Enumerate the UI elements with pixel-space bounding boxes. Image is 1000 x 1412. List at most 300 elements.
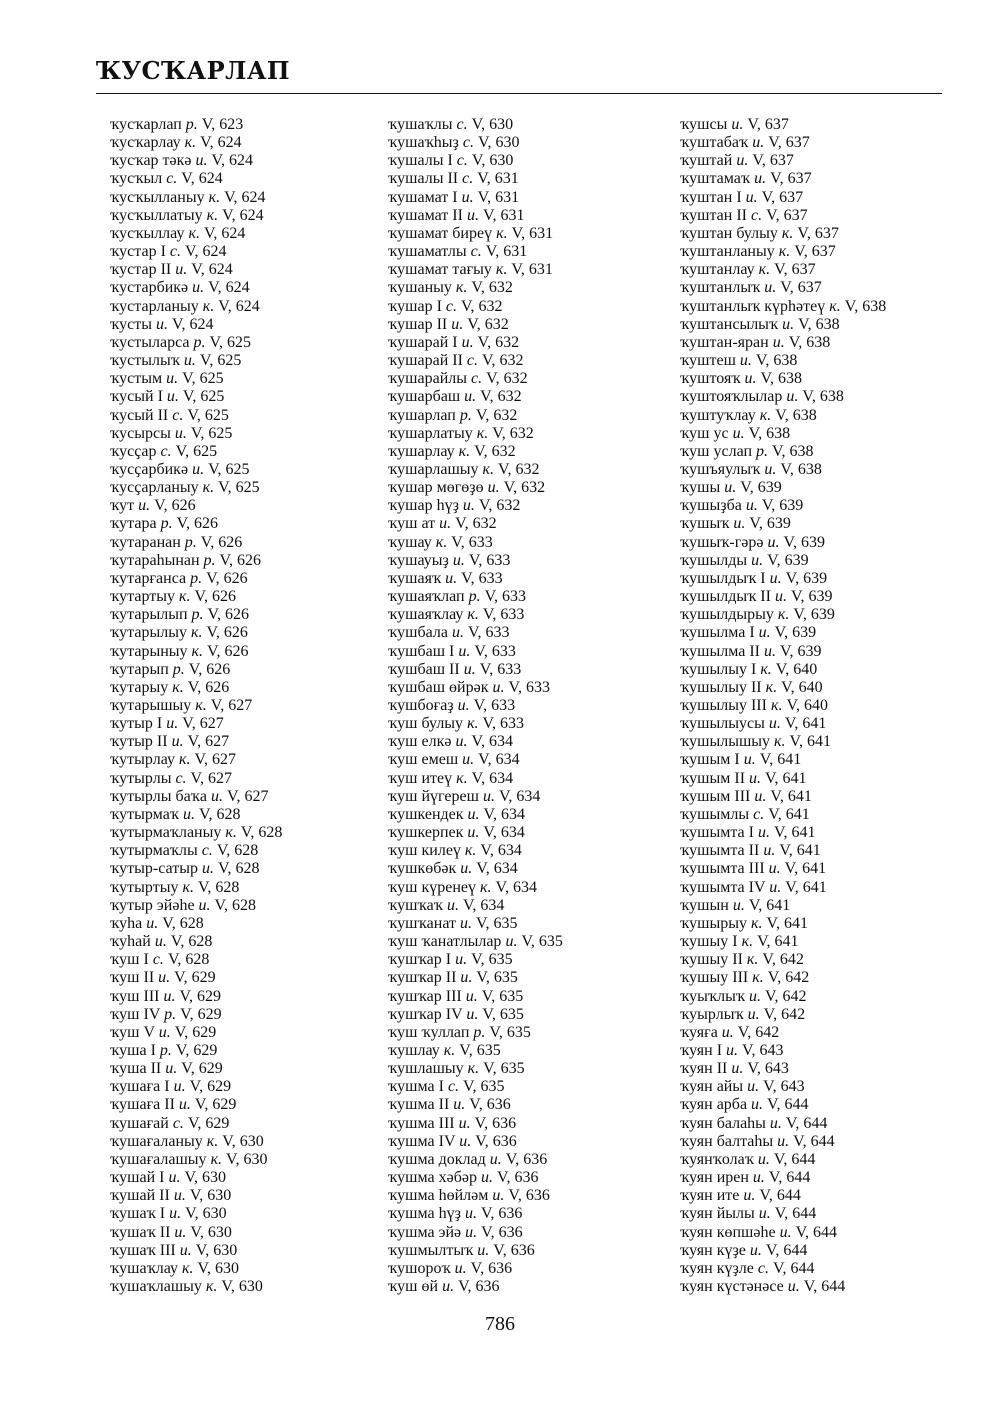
entry-headword: ҡушҡар III <box>388 987 462 1005</box>
entry-headword: ҡушар II <box>388 315 448 333</box>
index-entry <box>680 1096 886 1114</box>
entry-volume-page: V, 625 <box>208 460 250 478</box>
entry-part-of-speech: и. <box>769 878 782 896</box>
entry-headword: ҡушы <box>680 479 721 497</box>
entry-volume-page: V, 626 <box>206 569 248 587</box>
entry-part-of-speech: и. <box>768 860 781 878</box>
entry-headword: ҡушым I <box>680 751 740 769</box>
entry-headword: ҡушаҡлы <box>388 116 453 133</box>
entry-volume-page: V, 627 <box>187 733 230 751</box>
entry-volume-page: V, 639 <box>785 569 828 587</box>
entry-headword: ҡуян балаһы <box>680 1114 766 1132</box>
entry-part-of-speech: и. <box>751 551 764 569</box>
entry-headword: ҡушҡанат <box>388 914 457 932</box>
index-entry <box>110 1024 282 1042</box>
entry-part-of-speech: и. <box>745 188 758 206</box>
entry-part-of-speech: р. <box>159 1041 172 1059</box>
entry-volume-page: V, 624 <box>218 297 260 315</box>
entry-part-of-speech: р. <box>160 515 173 533</box>
entry-part-of-speech: с. <box>160 442 172 460</box>
entry-headword: ҡушаҡлашыу <box>110 1278 202 1295</box>
entry-volume-page: V, 625 <box>209 333 251 351</box>
index-entry <box>680 1224 886 1242</box>
index-entry <box>110 334 282 352</box>
entry-volume-page: V, 639 <box>767 551 809 569</box>
entry-headword: ҡут <box>110 497 135 515</box>
index-entry <box>388 915 563 933</box>
index-entry <box>680 370 886 388</box>
index-entry <box>388 643 563 661</box>
entry-part-of-speech: и. <box>158 1023 171 1041</box>
entry-volume-page: V, 632 <box>455 515 497 533</box>
entry-headword: ҡушарлау <box>388 442 455 460</box>
entry-volume-page: V, 644 <box>772 1259 815 1277</box>
entry-volume-page: V, 633 <box>482 606 525 624</box>
entry-part-of-speech: с. <box>172 1114 184 1132</box>
index-entry <box>388 570 563 588</box>
entry-headword: ҡутартыу <box>110 588 175 606</box>
entry-part-of-speech: к. <box>829 297 841 315</box>
entry-headword: ҡуыҡлыҡ <box>680 987 745 1005</box>
entry-volume-page: V, 628 <box>217 860 260 878</box>
entry-part-of-speech: р. <box>193 333 206 351</box>
entry-volume-page: V, 635 <box>521 933 563 951</box>
entry-headword: ҡушъяулыҡ <box>680 460 761 478</box>
entry-volume-page: V, 644 <box>759 1187 801 1205</box>
entry-volume-page: V, 632 <box>461 297 503 315</box>
index-entry <box>110 788 282 806</box>
entry-part-of-speech: и. <box>462 751 475 769</box>
entry-part-of-speech: и. <box>726 1041 739 1059</box>
entry-part-of-speech: и. <box>743 751 756 769</box>
entry-headword: ҡустыларса <box>110 333 190 351</box>
entry-part-of-speech: к. <box>467 606 479 624</box>
entry-headword: ҡушымта IV <box>680 878 766 896</box>
entry-headword: ҡушмылтыҡ <box>388 1241 474 1259</box>
entry-volume-page: V, 632 <box>475 406 518 424</box>
entry-part-of-speech: к. <box>210 1150 223 1168</box>
entry-volume-page: V, 644 <box>765 1241 808 1259</box>
entry-volume-page: V, 642 <box>765 987 807 1005</box>
entry-volume-page: V, 624 <box>203 224 246 242</box>
entry-part-of-speech: и. <box>461 333 474 351</box>
index-entry <box>110 1006 282 1024</box>
entry-volume-page: V, 638 <box>772 442 814 460</box>
entry-headword: ҡушалы II <box>388 170 459 188</box>
index-entry <box>680 1133 886 1151</box>
index-entry <box>388 788 563 806</box>
index-entry <box>110 1096 282 1114</box>
entry-headword: ҡушлашыу <box>388 1060 464 1078</box>
header-rule <box>96 93 942 94</box>
entry-volume-page: V, 630 <box>197 1259 240 1277</box>
entry-part-of-speech: и. <box>757 1150 770 1168</box>
entry-volume-page: V, 636 <box>481 1223 523 1241</box>
entry-headword: ҡушаматлы <box>388 243 467 261</box>
index-entry <box>680 915 886 933</box>
index-entry <box>388 733 563 751</box>
entry-volume-page: V, 626 <box>194 588 236 606</box>
entry-volume-page: V, 626 <box>200 533 243 551</box>
index-entry <box>110 842 282 860</box>
entry-volume-page: V, 629 <box>175 1041 218 1059</box>
entry-part-of-speech: с. <box>751 206 763 224</box>
index-entry <box>388 352 563 370</box>
entry-part-of-speech: к. <box>179 588 191 606</box>
entry-headword: ҡушма IV <box>388 1132 456 1150</box>
entry-part-of-speech: р. <box>191 606 204 624</box>
index-entry <box>388 479 563 497</box>
index-entry <box>680 170 886 188</box>
entry-volume-page: V, 633 <box>479 660 522 678</box>
entry-part-of-speech: к. <box>202 297 215 315</box>
entry-headword: ҡуш услап <box>680 442 753 460</box>
index-entry <box>680 1060 886 1078</box>
entry-part-of-speech: и. <box>174 1223 187 1241</box>
entry-headword: ҡушма II <box>388 1096 450 1114</box>
index-entry <box>388 806 563 824</box>
entry-headword: ҡусҫарланыу <box>110 479 199 497</box>
entry-headword: ҡустар II <box>110 261 172 279</box>
entry-headword: ҡуштан булыу <box>680 224 778 242</box>
index-entry <box>110 1151 282 1169</box>
entry-headword: ҡуштеш <box>680 352 736 370</box>
entry-headword: ҡушырыу <box>680 914 747 932</box>
entry-part-of-speech: и. <box>731 1060 744 1078</box>
entry-volume-page: V, 641 <box>784 860 827 878</box>
entry-part-of-speech: к. <box>741 933 754 951</box>
index-entry <box>110 1115 282 1133</box>
index-entry <box>680 1024 886 1042</box>
entry-volume-page: V, 624 <box>191 261 233 279</box>
entry-part-of-speech: с. <box>166 170 178 188</box>
entry-headword: ҡутарылыу <box>110 624 187 642</box>
entry-part-of-speech: и. <box>743 1187 756 1205</box>
entry-part-of-speech: и. <box>460 914 473 932</box>
entry-volume-page: V, 625 <box>182 370 224 388</box>
entry-headword: ҡушылыусы <box>680 715 765 733</box>
entry-volume-page: V, 634 <box>495 878 538 896</box>
entry-volume-page: V, 637 <box>761 188 804 206</box>
entry-volume-page: V, 635 <box>481 987 524 1005</box>
entry-headword: ҡуштай <box>680 152 733 170</box>
entry-headword: ҡуш килеү <box>388 842 461 860</box>
entry-part-of-speech: и. <box>752 1169 765 1187</box>
index-entry <box>680 606 886 624</box>
index-entry <box>680 1260 886 1278</box>
entry-volume-page: V, 632 <box>482 352 524 370</box>
entry-headword: ҡушма I <box>388 1078 444 1096</box>
entry-part-of-speech: и. <box>154 933 167 951</box>
entry-headword: ҡуштан I <box>680 188 742 206</box>
entry-volume-page: V, 627 <box>226 787 269 805</box>
entry-volume-page: V, 639 <box>761 497 804 515</box>
entry-part-of-speech: с. <box>456 116 468 133</box>
index-entry <box>110 352 282 370</box>
index-entry <box>388 751 563 769</box>
entry-part-of-speech: р. <box>203 551 216 569</box>
entry-volume-page: V, 630 <box>222 1132 264 1150</box>
entry-part-of-speech: к. <box>182 1259 194 1277</box>
entry-part-of-speech: и. <box>195 152 208 170</box>
index-entry <box>388 189 563 207</box>
entry-headword: ҡутырмаҡ <box>110 805 179 823</box>
entry-volume-page: V, 624 <box>185 243 227 261</box>
index-entry <box>388 388 563 406</box>
index-entry <box>680 1151 886 1169</box>
entry-headword: ҡуян II <box>680 1060 728 1078</box>
entry-volume-page: V, 632 <box>471 279 513 297</box>
index-entry <box>388 515 563 533</box>
index-entry <box>388 497 563 515</box>
index-entry <box>388 552 563 570</box>
entry-volume-page: V, 626 <box>206 624 248 642</box>
index-entry <box>388 116 563 134</box>
index-entry <box>680 951 886 969</box>
entry-headword: ҡутарғанса <box>110 569 187 587</box>
entry-headword: ҡушаяҡлап <box>388 588 465 606</box>
entry-headword: ҡуш йүгереш <box>388 787 479 805</box>
entry-part-of-speech: и. <box>772 333 785 351</box>
entry-volume-page: V, 633 <box>451 533 493 551</box>
entry-headword: ҡушағай <box>110 1114 169 1132</box>
index-entry <box>110 570 282 588</box>
entry-part-of-speech: с. <box>462 170 474 188</box>
index-entry <box>680 860 886 878</box>
entry-volume-page: V, 635 <box>476 914 518 932</box>
entry-part-of-speech: к. <box>190 624 203 642</box>
index-entry <box>110 1042 282 1060</box>
index-entry <box>110 443 282 461</box>
entry-volume-page: V, 632 <box>480 388 522 406</box>
entry-headword: ҡушбала <box>388 624 448 642</box>
entry-headword: ҡушамат I <box>388 188 458 206</box>
index-entry <box>388 624 563 642</box>
entry-volume-page: V, 635 <box>463 1078 505 1096</box>
entry-part-of-speech: и. <box>754 787 767 805</box>
entry-part-of-speech: и. <box>452 551 465 569</box>
index-entry <box>110 388 282 406</box>
index-entry <box>680 879 886 897</box>
entry-part-of-speech: и. <box>774 588 787 606</box>
index-entry <box>388 842 563 860</box>
index-entry <box>680 243 886 261</box>
index-entry <box>388 1078 563 1096</box>
index-column-2 <box>388 116 563 1296</box>
entry-volume-page: V, 624 <box>208 279 250 297</box>
entry-part-of-speech: к. <box>760 660 772 678</box>
entry-headword: ҡутыр II <box>110 733 168 751</box>
entry-part-of-speech: к. <box>480 878 492 896</box>
entry-headword: ҡуһа <box>110 914 143 932</box>
entry-volume-page: V, 641 <box>770 787 812 805</box>
index-entry <box>680 497 886 515</box>
entry-volume-page: V, 632 <box>477 333 520 351</box>
index-entry <box>110 225 282 243</box>
index-entry <box>110 189 282 207</box>
entry-part-of-speech: и. <box>460 860 473 878</box>
entry-volume-page: V, 641 <box>779 842 821 860</box>
index-entry <box>680 733 886 751</box>
index-entry <box>680 116 886 134</box>
entry-headword: ҡуша II <box>110 1060 162 1078</box>
entry-headword: ҡустарланыу <box>110 297 199 315</box>
entry-headword: ҡуштояҡлылар <box>680 388 783 406</box>
entry-headword: ҡустарбикә <box>110 279 189 297</box>
index-entry <box>388 279 563 297</box>
entry-volume-page: V, 638 <box>775 406 817 424</box>
entry-volume-page: V, 624 <box>224 188 266 206</box>
entry-volume-page: V, 637 <box>797 224 839 242</box>
entry-volume-page: V, 628 <box>162 914 204 932</box>
entry-part-of-speech: и. <box>749 769 762 787</box>
index-entry <box>110 715 282 733</box>
index-entry <box>110 1260 282 1278</box>
entry-volume-page: V, 627 <box>190 769 233 787</box>
entry-volume-page: V, 634 <box>462 896 505 914</box>
index-entry <box>110 643 282 661</box>
index-entry <box>110 933 282 951</box>
entry-headword: ҡушбаш өйрәк <box>388 678 489 696</box>
index-entry <box>388 225 563 243</box>
index-entry <box>680 697 886 715</box>
entry-volume-page: V, 639 <box>780 642 822 660</box>
entry-headword: ҡусҫар <box>110 442 157 460</box>
entry-headword: ҡушыҡ-гәрә <box>680 533 764 551</box>
entry-volume-page: V, 629 <box>187 1114 230 1132</box>
entry-part-of-speech: к. <box>188 224 200 242</box>
entry-volume-page: V, 628 <box>197 878 240 896</box>
entry-part-of-speech: и. <box>182 805 195 823</box>
entry-part-of-speech: и. <box>173 1078 186 1096</box>
index-entry <box>680 588 886 606</box>
index-entry <box>388 1096 563 1114</box>
entry-volume-page: V, 642 <box>737 1023 780 1041</box>
entry-part-of-speech: и. <box>786 388 799 406</box>
entry-part-of-speech: и. <box>210 787 223 805</box>
entry-part-of-speech: и. <box>736 152 749 170</box>
entry-volume-page: V, 633 <box>474 642 516 660</box>
entry-part-of-speech: и. <box>166 388 179 406</box>
entry-part-of-speech: и. <box>754 170 767 188</box>
entry-part-of-speech: и. <box>769 569 782 587</box>
entry-part-of-speech: к. <box>746 951 759 969</box>
index-entry <box>680 207 886 225</box>
entry-volume-page: V, 633 <box>508 678 550 696</box>
index-entry <box>110 515 282 533</box>
entry-headword: ҡуштояҡ <box>680 370 741 388</box>
entry-volume-page: V, 629 <box>181 1060 223 1078</box>
entry-headword: ҡушбоғаҙ <box>388 697 454 714</box>
entry-headword: ҡушма доклад <box>388 1150 486 1168</box>
entry-volume-page: V, 625 <box>218 479 260 497</box>
index-entry <box>680 552 886 570</box>
entry-headword: ҡушаяҡлау <box>388 606 464 624</box>
entry-volume-page: V, 634 <box>471 769 514 787</box>
entry-part-of-speech: и. <box>451 315 464 333</box>
index-entry <box>680 1242 886 1260</box>
entry-headword: ҡутарыу <box>110 678 169 696</box>
index-entry <box>680 806 886 824</box>
entry-volume-page: V, 630 <box>184 1169 226 1187</box>
entry-part-of-speech: и. <box>173 1187 186 1205</box>
entry-headword: ҡушылма II <box>680 642 760 660</box>
entry-part-of-speech: и. <box>464 388 477 406</box>
entry-volume-page: V, 626 <box>187 678 230 696</box>
entry-volume-page: V, 630 <box>185 1205 227 1223</box>
entry-volume-page: V, 641 <box>757 933 799 951</box>
index-entry <box>680 134 886 152</box>
entry-volume-page: V, 629 <box>174 1023 217 1041</box>
entry-volume-page: V, 636 <box>475 1132 517 1150</box>
entry-volume-page: V, 625 <box>199 352 242 370</box>
entry-part-of-speech: и. <box>752 134 765 152</box>
entry-volume-page: V, 638 <box>780 460 822 478</box>
entry-volume-page: V, 628 <box>214 896 257 914</box>
entry-headword: ҡушалы I <box>388 152 453 170</box>
entry-headword: ҡуян I <box>680 1041 723 1059</box>
index-entry <box>110 697 282 715</box>
index-entry <box>388 969 563 987</box>
entry-part-of-speech: и. <box>487 479 500 497</box>
entry-volume-page: V, 628 <box>240 824 283 842</box>
entry-headword: ҡуш ҡанатлылар <box>388 933 502 951</box>
entry-part-of-speech: и. <box>465 1223 478 1241</box>
entry-part-of-speech: к. <box>752 969 764 987</box>
entry-volume-page: V, 636 <box>505 1150 548 1168</box>
entry-volume-page: V, 644 <box>785 1114 828 1132</box>
entry-headword: ҡушар һүҙ <box>388 497 459 515</box>
entry-volume-page: V, 624 <box>172 315 214 333</box>
entry-part-of-speech: с. <box>470 243 482 261</box>
index-entry <box>680 425 886 443</box>
entry-volume-page: V, 644 <box>774 1205 817 1223</box>
entry-headword: ҡуян күстәнәсе <box>680 1278 784 1295</box>
index-entry <box>680 225 886 243</box>
entry-volume-page: V, 631 <box>477 188 520 206</box>
index-entry <box>110 461 282 479</box>
entry-part-of-speech: р. <box>756 442 769 460</box>
index-entry <box>388 933 563 951</box>
entry-headword: ҡуян йылы <box>680 1205 755 1223</box>
entry-part-of-speech: и. <box>505 933 518 951</box>
index-entry <box>110 261 282 279</box>
entry-volume-page: V, 631 <box>511 261 553 279</box>
index-column-3 <box>680 116 886 1296</box>
index-entry <box>680 679 886 697</box>
entry-part-of-speech: р. <box>468 588 481 606</box>
entry-volume-page: V, 636 <box>496 1169 539 1187</box>
entry-volume-page: V, 628 <box>216 842 259 860</box>
entry-headword: ҡуһай <box>110 933 151 951</box>
entry-volume-page: V, 633 <box>461 569 503 587</box>
entry-headword: ҡуштамаҡ <box>680 170 751 188</box>
index-entry <box>680 824 886 842</box>
entry-headword: ҡушҡар I <box>388 951 452 969</box>
entry-part-of-speech: и. <box>442 1278 455 1295</box>
index-entry <box>388 152 563 170</box>
entry-volume-page: V, 639 <box>740 479 782 497</box>
index-entry <box>680 1205 886 1223</box>
index-entry <box>388 1151 563 1169</box>
entry-part-of-speech: и. <box>179 1241 192 1259</box>
entry-volume-page: V, 631 <box>485 243 528 261</box>
entry-headword: ҡушыу III <box>680 969 749 987</box>
entry-volume-page: V, 627 <box>210 697 253 714</box>
entry-headword: ҡушороҡ <box>388 1259 451 1277</box>
entry-part-of-speech: к. <box>208 188 221 206</box>
entry-part-of-speech: к. <box>172 678 184 696</box>
